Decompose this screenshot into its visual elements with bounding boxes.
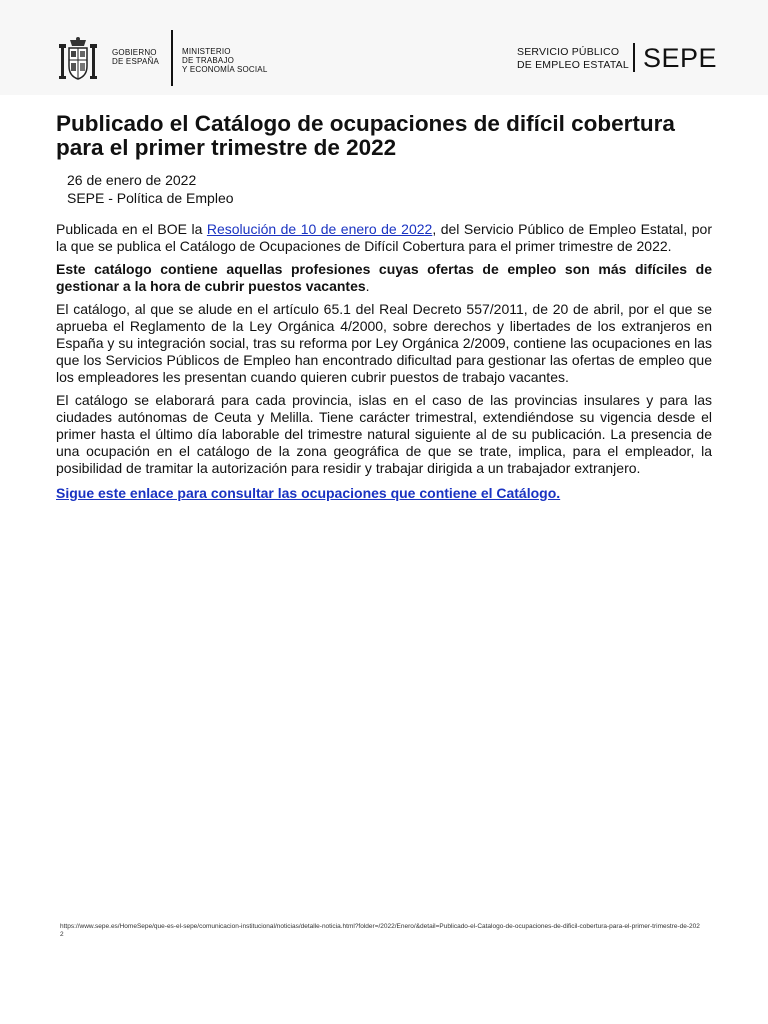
highlight-text: Este catálogo contiene aquellas profesiones cuyas ofertas de empleo son más difíciles de gestionar a la hora de cubrir puestos vacantes xyxy=(56,261,712,294)
article-meta xyxy=(67,171,234,207)
footer-url: https://www.sepe.es/HomeSepe/que-es-el-sepe/comunicacion-institucional/noticias/detalle-noticia.html?folder=/2022/Enero/&detail=Publicado-el-Catalogo-de-ocupaciones-de-dificil-cobertura-para-el-primer-trimestre-de-2022 xyxy=(60,923,700,938)
intro-text-after: , del Servicio Público de Empleo Estatal, por la que se publica el Catálogo de Ocupaciones de Difícil Cobertura para el primer trimestre de 2022. xyxy=(56,221,713,254)
page-header xyxy=(0,0,768,95)
intro-text-before: Publicada en el BOE la xyxy=(56,221,207,237)
sepe-line-2: DE EMPLEO ESTATAL xyxy=(517,59,629,71)
gov-line-2: DE ESPAÑA xyxy=(112,57,159,66)
paragraph-highlight xyxy=(56,261,712,295)
article-body xyxy=(56,221,712,508)
paragraph-intro xyxy=(56,221,712,255)
sepe-line-1: SERVICIO PÚBLICO xyxy=(517,46,620,58)
paragraph-scope: El catálogo se elaborará para cada provincia, islas en el caso de las provincias insulares y para las ciudades autónomas de Ceuta y Melilla. Tiene carácter trimestral, extendiéndose su vigencia desde el primer hasta el último día laborable del trimestre natural siguiente al de su publicación. La presencia de una ocupación en el catálogo de la zona geográfica de que se trate, implica, para el empleador, la posibilidad de tramitar la autorización para residir y trabajar dirigida a un trabajador extranjero. xyxy=(56,392,712,476)
ministry-line-1: MINISTERIO xyxy=(182,47,231,56)
header-divider xyxy=(171,30,173,86)
sepe-divider xyxy=(633,43,635,72)
gov-line-1: GOBIERNO xyxy=(112,48,157,57)
sepe-name xyxy=(517,46,629,72)
page-title: Publicado el Catálogo de ocupaciones de difícil cobertura para el primer trimestre de 2022 xyxy=(56,111,675,160)
article-section: SEPE - Política de Empleo xyxy=(67,190,234,206)
paragraph-cta xyxy=(56,485,712,502)
catalog-link[interactable]: Sigue este enlace para consultar las ocupaciones que contiene el Catálogo. xyxy=(56,485,561,501)
government-label xyxy=(112,48,159,66)
resolution-link[interactable]: Resolución de 10 de enero de 2022 xyxy=(206,221,433,237)
paragraph-legal: El catálogo, al que se alude en el artículo 65.1 del Real Decreto 557/2011, de 20 de abril, por el que se aprueba el Reglamento de la Ley Orgánica 4/2000, sobre derechos y libertades de los extranjeros en España y su integración social, tras su reforma por Ley Orgánica 2/2009, contiene las ocupaciones en las que los Servicios Públicos de Empleo han encontrado dificultad para gestionar las ofertas de empleo que los empleadores les presentan cuando quieren cubrir puestos de trabajo vacantes. xyxy=(56,301,712,385)
ministry-line-2: DE TRABAJO xyxy=(182,56,235,65)
article-date: 26 de enero de 2022 xyxy=(67,172,197,188)
coat-of-arms-icon xyxy=(54,36,102,82)
ministry-label xyxy=(182,47,268,74)
sepe-logo: SEPE xyxy=(643,43,718,73)
ministry-line-3: Y ECONOMÍA SOCIAL xyxy=(182,65,268,74)
highlight-end: . xyxy=(365,278,370,294)
